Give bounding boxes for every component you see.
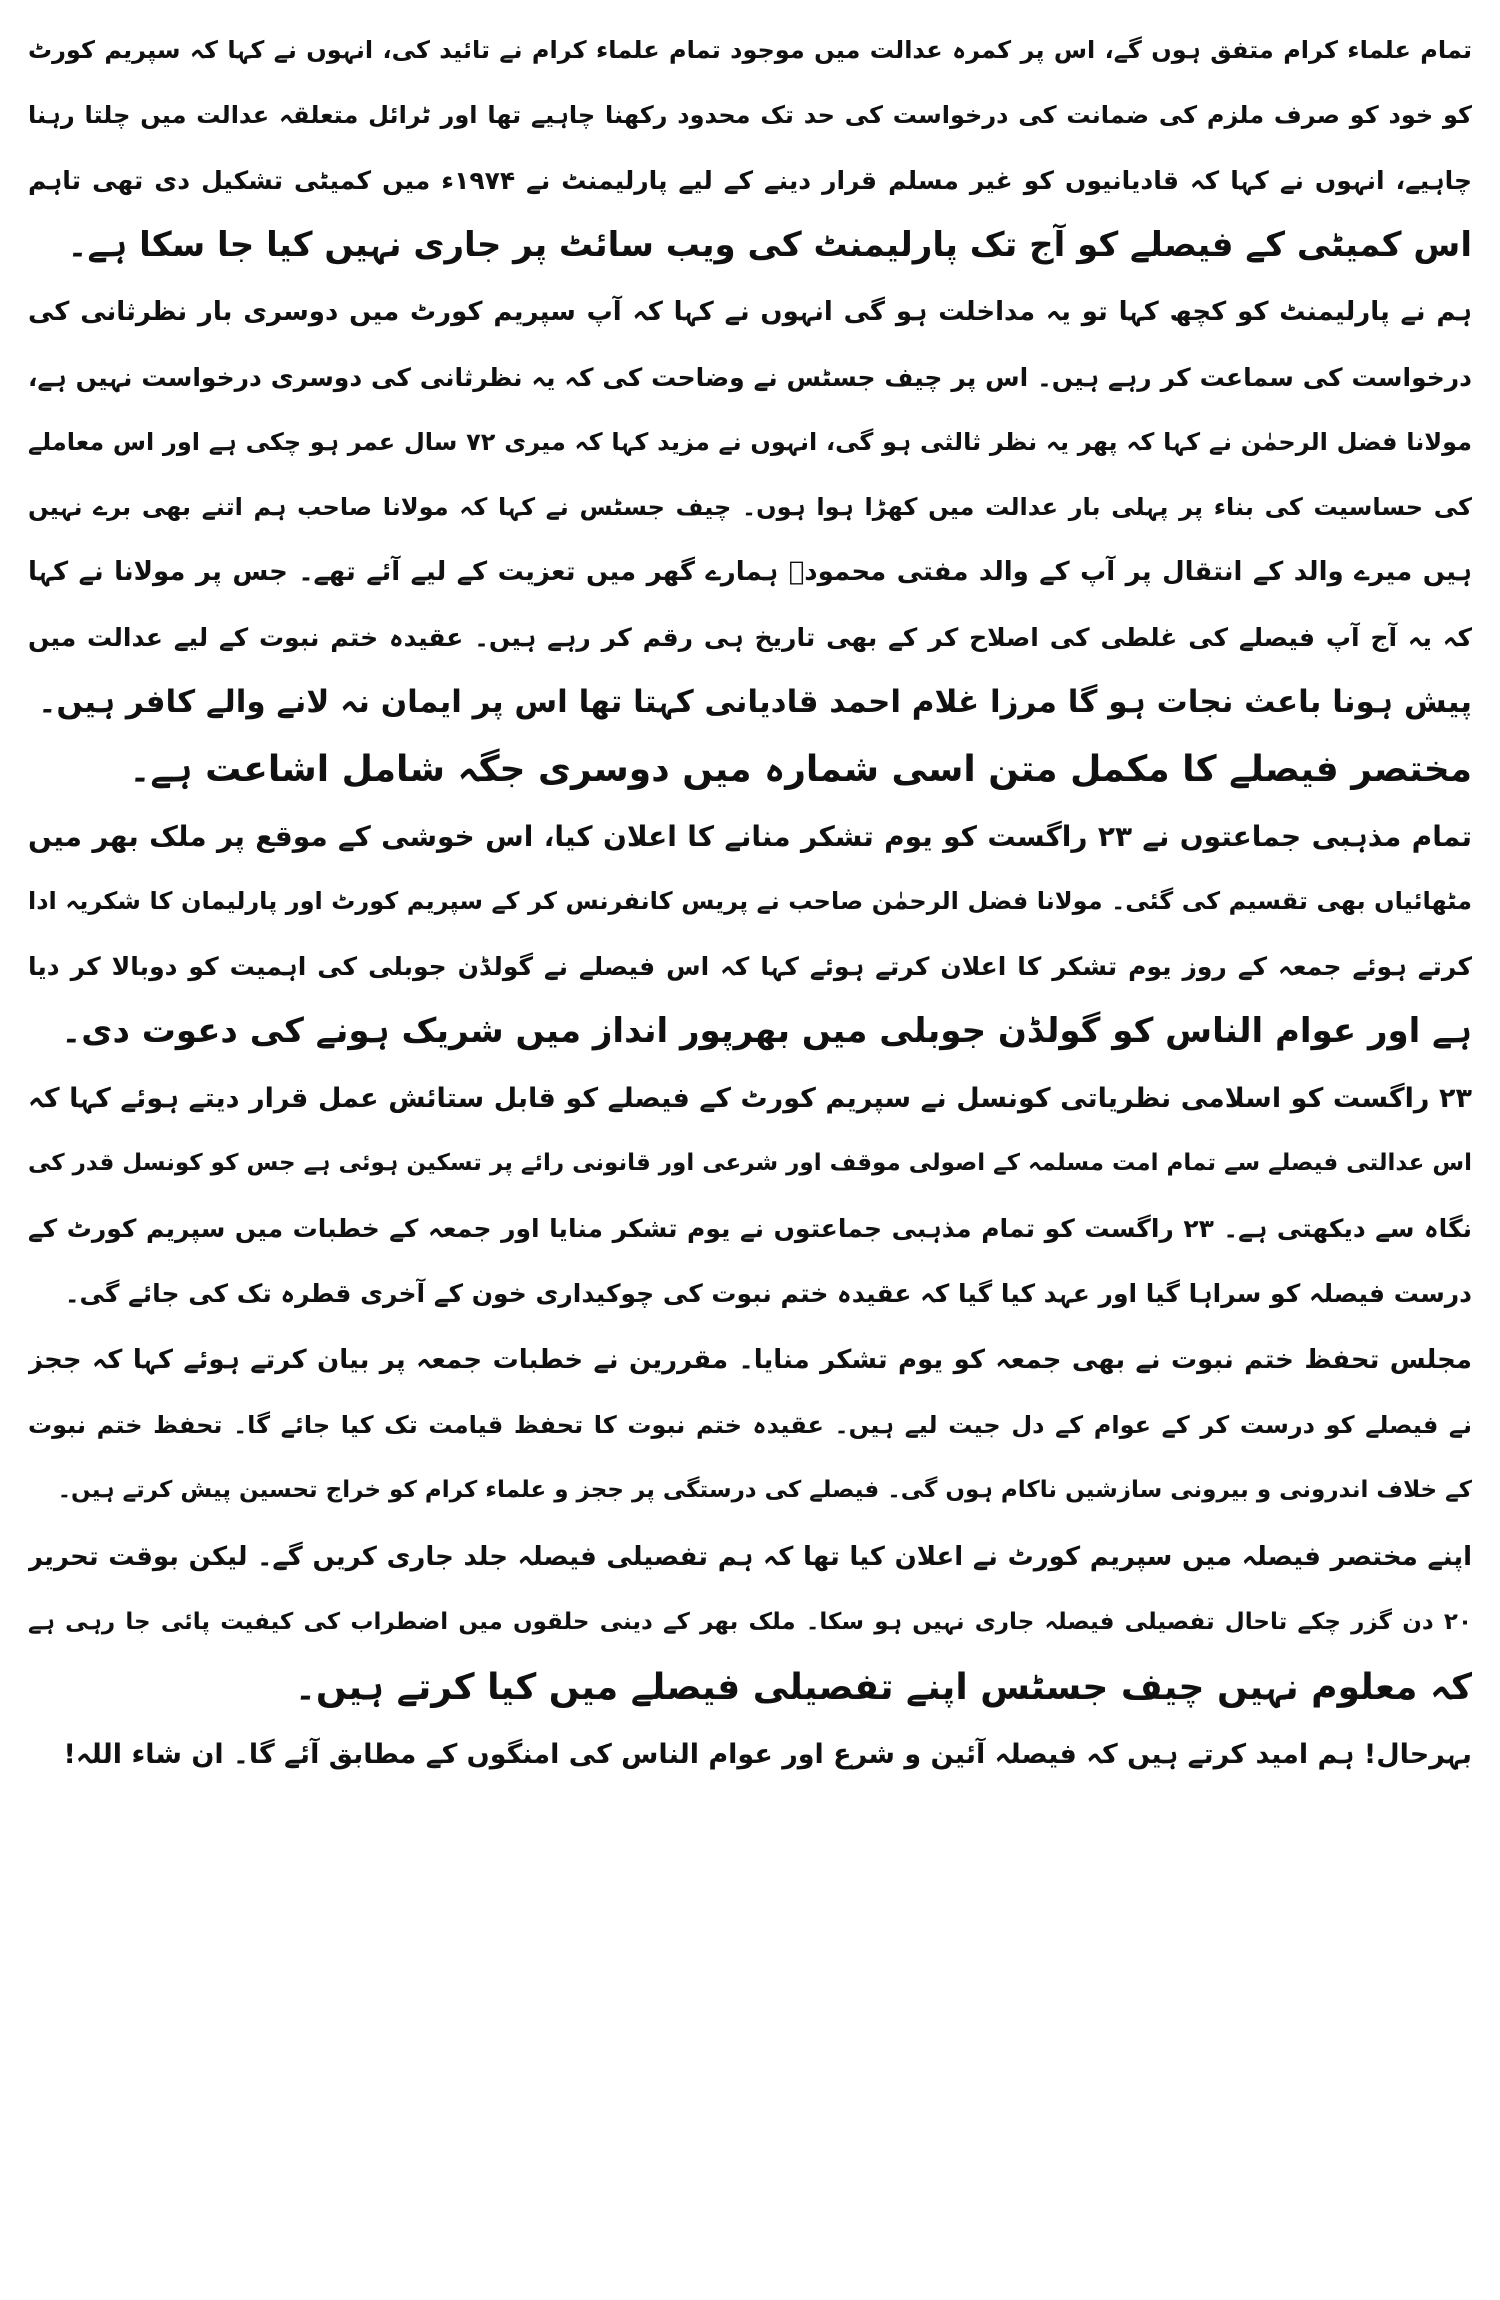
text-line: ۲۳ راگست کو اسلامی نظریاتی کونسل نے سپریم کورٹ کے فیصلے کو قابل ستائش عمل قرار دیتے ہوئے کہا کہ xyxy=(28,1083,1472,1114)
paragraph xyxy=(28,280,1472,735)
text-line: اس عدالتی فیصلے سے تمام امت مسلمہ کے اصولی موقف اور شرعی اور قانونی رائے پر تسکین ہوئی ہے جس کو کونسل قدر کی xyxy=(28,1150,1472,1176)
text-line: کو خود کو صرف ملزم کی ضمانت کی درخواست کی حد تک محدود رکھنا چاہیے تھا اور ٹرائل متعلقہ عدالت میں چلتا رہنا xyxy=(28,101,1472,129)
paragraph xyxy=(28,737,1472,802)
text-line: اس کمیٹی کے فیصلے کو آج تک پارلیمنٹ کی ویب سائٹ پر جاری نہیں کیا جا سکا ہے۔ xyxy=(67,225,1472,265)
text-line: کہ یہ آج آپ فیصلے کی غلطی کی اصلاح کر کے بھی تاریخ ہی رقم کر رہے ہیں۔ عقیدہ ختم نبوت کے لیے عدالت میں xyxy=(28,623,1472,652)
paragraph xyxy=(28,18,1472,278)
text-line: مجلس تحفظ ختم نبوت نے بھی جمعہ کو یوم تشکر منایا۔ مقررین نے خطبات جمعہ پر بیان کرتے ہوئے کہا کہ ججز xyxy=(28,1345,1472,1375)
paragraph xyxy=(28,804,1472,1064)
text-line: نے فیصلے کو درست کر کے عوام کے دل جیت لیے ہیں۔ عقیدہ ختم نبوت کا تحفظ قیامت تک کیا جائے گا۔ تحفظ ختم نبوت xyxy=(28,1411,1472,1439)
text-line: کے خلاف اندرونی و بیرونی سازشیں ناکام ہوں گی۔ فیصلے کی درستگی پر ججز و علماء کرام کو خراج تحسین پیش کرتے ہیں۔ xyxy=(57,1477,1472,1503)
text-line: مختصر فیصلے کا مکمل متن اسی شمارہ میں دوسری جگہ شامل اشاعت ہے۔ xyxy=(129,749,1472,790)
text-line: ۲۰ دن گزر چکے تاحال تفصیلی فیصلہ جاری نہیں ہو سکا۔ ملک بھر کے دینی حلقوں میں اضطراب کی کیفیت پائی جا رہی ہے xyxy=(28,1609,1472,1635)
text-line: ہیں میرے والد کے انتقال پر آپ کے والد مفتی محمودؒ ہمارے گھر میں تعزیت کے لیے آئے تھے۔ جس پر مولانا نے کہا xyxy=(28,557,1472,587)
text-line: اپنے مختصر فیصلہ میں سپریم کورٹ نے اعلان کیا تھا کہ ہم تفصیلی فیصلہ جلد جاری کریں گے۔ لیکن بوقت تحریر xyxy=(28,1542,1472,1572)
text-line: کہ معلوم نہیں چیف جسٹس اپنے تفصیلی فیصلے میں کیا کرتے ہیں۔ xyxy=(294,1667,1472,1708)
text-line: تمام علماء کرام متفق ہوں گے، اس پر کمرہ عدالت میں موجود تمام علماء کرام نے تائید کی، انہوں نے کہا کہ سپریم کورٹ xyxy=(28,36,1472,64)
text-line: بہرحال! ہم امید کرتے ہیں کہ فیصلہ آئین و شرع اور عوام الناس کی امنگوں کے مطابق آئے گا۔ ان شاء اللہ! xyxy=(63,1739,1472,1770)
text-line: کی حساسیت کی بناء پر پہلی بار عدالت میں کھڑا ہوا ہوں۔ چیف جسٹس نے کہا کہ مولانا صاحب ہم اتنے بھی برے نہیں xyxy=(28,493,1472,521)
paragraph xyxy=(28,1066,1472,1326)
text-line: کرتے ہوئے جمعہ کے روز یوم تشکر کا اعلان کرتے ہوئے کہا کہ اس فیصلے نے گولڈن جوبلی کی اہمیت کو دوبالا کر دیا xyxy=(28,952,1472,981)
text-line: پیش ہونا باعث نجات ہو گا مرزا غلام احمد قادیانی کہتا تھا اس پر ایمان نہ لانے والے کافر ہیں۔ xyxy=(38,684,1472,720)
text-line: درخواست کی سماعت کر رہے ہیں۔ اس پر چیف جسٹس نے وضاحت کی کہ یہ نظرثانی کی دوسری درخواست نہیں ہے، xyxy=(28,363,1472,392)
paragraph xyxy=(28,1328,1472,1523)
text-line: تمام مذہبی جماعتوں نے ۲۳ راگست کو یوم تشکر منانے کا اعلان کیا، اس خوشی کے موقع پر ملک بھر میں xyxy=(28,820,1472,853)
document-page xyxy=(28,18,1472,2282)
text-line: نگاہ سے دیکھتی ہے۔ ۲۳ راگست کو تمام مذہبی جماعتوں نے یوم تشکر منایا اور جمعہ کے خطبات میں سپریم کورٹ کے xyxy=(28,1214,1472,1243)
text-line: چاہیے، انہوں نے کہا کہ قادیانیوں کو غیر مسلم قرار دینے کے لیے پارلیمنٹ نے ۱۹۷۴ء میں کمیٹی تشکیل دی تھی تاہم xyxy=(28,166,1472,195)
text-line: مولانا فضل الرحمٰن نے کہا کہ پھر یہ نظر ثالثی ہو گی، انہوں نے مزید کہا کہ میری ۷۲ سال عمر ہو چکی ہے اور اس معاملے xyxy=(28,428,1472,456)
paragraph xyxy=(28,1525,1472,1720)
text-line: ہے اور عوام الناس کو گولڈن جوبلی میں بھرپور انداز میں شریک ہونے کی دعوت دی۔ xyxy=(61,1011,1472,1051)
text-line: مٹھائیاں بھی تقسیم کی گئی۔ مولانا فضل الرحمٰن صاحب نے پریس کانفرنس کر کے سپریم کورٹ اور پارلیمان کا شکریہ ادا xyxy=(28,887,1472,915)
paragraph xyxy=(28,1722,1472,1787)
text-line: درست فیصلہ کو سراہا گیا اور عہد کیا گیا کہ عقیدہ ختم نبوت کی چوکیداری خون کے آخری قطرہ تک کی جائے گی۔ xyxy=(64,1279,1472,1308)
text-line: ہم نے پارلیمنٹ کو کچھ کہا تو یہ مداخلت ہو گی انہوں نے کہا کہ آپ سپریم کورٹ میں دوسری بار نظرثانی کی xyxy=(28,297,1472,327)
